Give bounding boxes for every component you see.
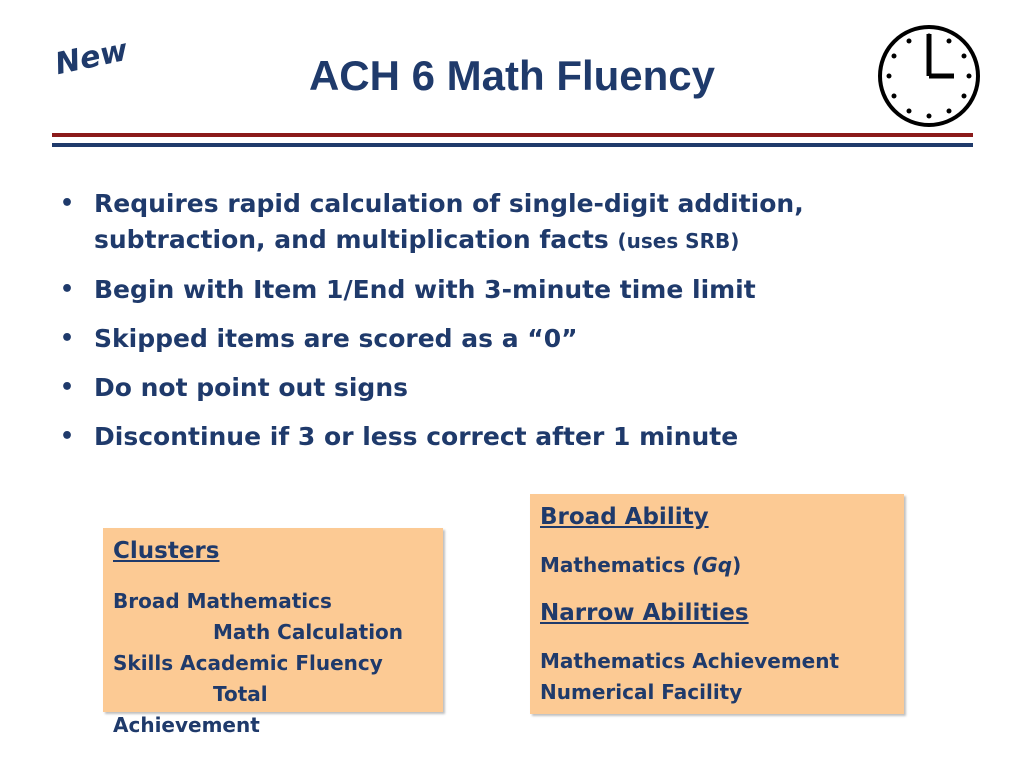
bullet-icon: •	[60, 375, 75, 400]
bullet-icon: •	[60, 326, 75, 351]
broad-ability-heading: Broad Ability	[540, 504, 709, 530]
list-item: • Requires rapid calculation of single-digit addition, subtraction, and multiplication facts (uses SRB)	[60, 186, 920, 259]
narrow-ability-item: Mathematics Achievement	[540, 649, 840, 673]
bullet-list	[60, 186, 920, 468]
cluster-item: Skills Academic Fluency	[113, 651, 383, 675]
cluster-item: Total	[213, 682, 268, 706]
list-item: • Discontinue if 3 or less correct after 1 minute	[60, 419, 920, 455]
clusters-list	[113, 586, 443, 741]
clusters-heading: Clusters	[113, 538, 220, 564]
new-label: New	[52, 32, 131, 83]
cluster-item: Achievement	[113, 713, 260, 737]
title-divider-red	[52, 133, 973, 137]
bullet-note: (uses SRB)	[617, 229, 740, 253]
clusters-box	[103, 528, 443, 737]
cluster-item: Broad Mathematics	[113, 589, 332, 613]
list-item: • Skipped items are scored as a “0”	[60, 321, 920, 357]
narrow-ability-item: Numerical Facility	[540, 680, 743, 704]
bullet-icon: •	[60, 424, 75, 449]
list-item: • Do not point out signs	[60, 370, 920, 406]
cluster-item: Math Calculation	[213, 620, 404, 644]
page-title: ACH 6 Math Fluency	[308, 52, 716, 99]
broad-ability-value: Mathematics (Gq)	[540, 553, 742, 577]
list-item: • Begin with Item 1/End with 3-minute time limit	[60, 272, 920, 308]
clock-icon	[876, 24, 982, 128]
bullet-icon: •	[60, 191, 75, 216]
narrow-abilities-list	[540, 646, 900, 708]
bullet-icon: •	[60, 277, 75, 302]
abilities-box	[530, 494, 904, 714]
narrow-abilities-heading: Narrow Abilities	[540, 600, 749, 626]
title-divider-blue	[52, 143, 973, 147]
